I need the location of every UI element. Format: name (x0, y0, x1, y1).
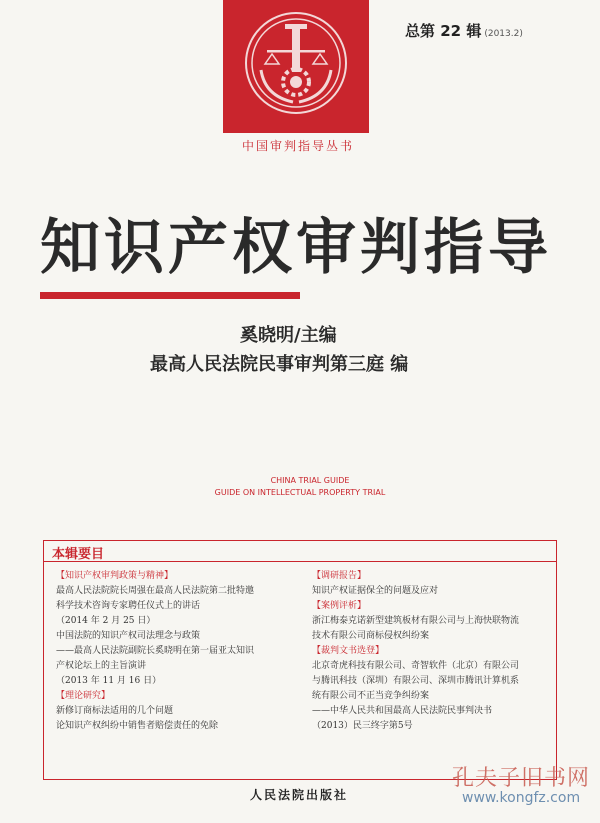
toc-title: 本辑要目 (52, 547, 105, 562)
toc-header (44, 541, 556, 562)
book-title: 知识产权审判指导 (40, 213, 552, 283)
english-title-2: GUIDE ON INTELLECTUAL PROPERTY TRIAL (214, 488, 386, 497)
toc-entry: （2013）民三终字第5号 (312, 721, 413, 731)
toc-section: 【调研报告】 (312, 571, 367, 581)
toc-box (43, 540, 557, 780)
compiler-credit: 最高人民法院民事审判第三庭 编 (150, 354, 409, 375)
toc-section: 【知识产权审判政策与精神】 (56, 571, 174, 581)
toc-entry: （2013 年 11 月 16 日） (56, 676, 162, 686)
toc-entry: 浙江梅泰克诺新型建筑板材有限公司与上海快联物流 (312, 616, 520, 626)
toc-entry: 技术有限公司商标侵权纠纷案 (312, 631, 430, 641)
toc-entry: 与腾讯科技（深圳）有限公司、深圳市腾讯计算机系 (312, 676, 520, 686)
toc-entry: 产权论坛上的主旨演讲 (56, 661, 147, 671)
issue-number (405, 20, 523, 41)
court-emblem-icon (243, 10, 349, 116)
watermark-url: www.kongfz.com (462, 790, 581, 806)
english-title-1: CHINA TRIAL GUIDE (270, 476, 350, 485)
toc-section: 【理论研究】 (56, 691, 111, 701)
watermark-text: 孔夫子旧书网 (452, 766, 591, 791)
editor-credit: 奚晓明/主编 (240, 325, 337, 346)
toc-entry: 最高人民法院院长周强在最高人民法院第二批特邀 (56, 586, 255, 596)
emblem-block (223, 0, 369, 133)
toc-entry: 科学技术咨询专家聘任仪式上的讲话 (56, 601, 201, 611)
issue-label: 总第 22 辑 (405, 22, 482, 40)
publisher: 人民法院出版社 (250, 788, 349, 802)
issue-date: (2013.2) (484, 29, 523, 39)
toc-entry: 知识产权证据保全的问题及应对 (312, 586, 439, 596)
toc-entry: 北京奇虎科技有限公司、奇智软件（北京）有限公司 (312, 661, 520, 671)
toc-entry: ——中华人民共和国最高人民法院民事判决书 (312, 706, 493, 716)
title-underline (40, 292, 300, 299)
toc-section: 【裁判文书选登】 (312, 646, 385, 656)
toc-section: 【案例评析】 (312, 601, 367, 611)
toc-entry: 新修订商标法适用的几个问题 (56, 706, 174, 716)
toc-left-column (56, 569, 296, 734)
toc-right-column (312, 569, 552, 734)
toc-entry: 论知识产权纠纷中销售者赔偿责任的免除 (56, 721, 219, 731)
toc-entry: ——最高人民法院副院长奚晓明在第一届亚太知识 (56, 646, 255, 656)
series-name: 中国审判指导丛书 (241, 139, 354, 153)
toc-entry: 统有限公司不正当竞争纠纷案 (312, 691, 430, 701)
toc-entry: 中国法院的知识产权司法理念与政策 (56, 631, 201, 641)
toc-entry: （2014 年 2 月 25 日） (56, 616, 156, 626)
